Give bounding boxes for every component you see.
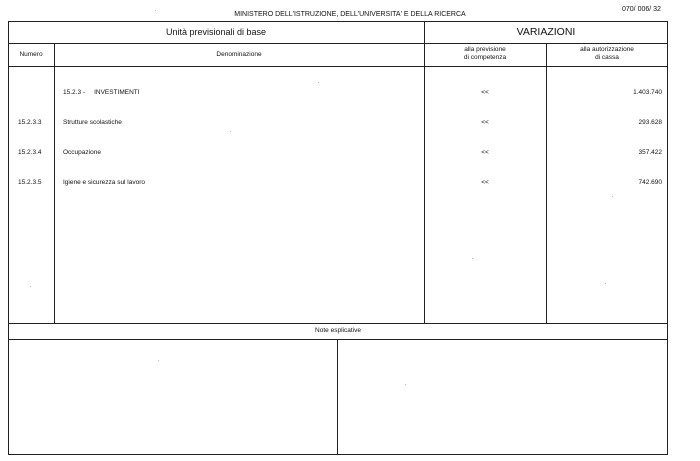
col-header-previsione-1: alla previsione bbox=[464, 46, 506, 53]
row-cassa: 1.403.740 bbox=[633, 89, 662, 96]
row-numero: 15.2.3.4 bbox=[18, 149, 42, 156]
row-denominazione: Igiene e sicurezza sul lavoro bbox=[63, 179, 146, 186]
row-denominazione: 15.2.3 - INVESTIMENTI bbox=[63, 89, 140, 96]
row-cassa: 357.422 bbox=[638, 149, 662, 156]
col-header-cassa-1: alla autorizzazione bbox=[580, 46, 634, 53]
row-competenza: << bbox=[481, 119, 489, 126]
ministry-title: MINISTERO DELL'ISTRUZIONE, DELL'UNIVERSITA' E DELLA RICERCA bbox=[234, 11, 466, 18]
page-code: 070/ 006/ 32 bbox=[622, 6, 661, 13]
col-header-denominazione: Denominazione bbox=[216, 51, 262, 58]
notes-left-box bbox=[9, 340, 336, 454]
col-header-previsione-2: di competenza bbox=[463, 54, 507, 61]
row-cassa: 293.628 bbox=[638, 119, 662, 126]
row-cassa: 742.690 bbox=[638, 179, 662, 186]
row-denominazione: Occupazione bbox=[63, 149, 101, 156]
group-header: Unità previsionali di base bbox=[165, 27, 267, 37]
col-header-cassa-2: di cassa bbox=[595, 54, 619, 61]
row-competenza: << bbox=[481, 179, 489, 186]
variations-header: VARIAZIONI bbox=[516, 26, 576, 38]
notes-title: Note esplicative bbox=[315, 327, 361, 334]
row-numero: 15.2.3.3 bbox=[18, 119, 42, 126]
row-denominazione: Strutture scolastiche bbox=[63, 119, 122, 126]
row-numero: 15.2.3.5 bbox=[18, 179, 42, 186]
notes-right-box bbox=[338, 340, 667, 454]
col-header-numero: Numero bbox=[19, 51, 43, 58]
row-competenza: << bbox=[481, 149, 489, 156]
row-competenza: << bbox=[481, 89, 489, 96]
